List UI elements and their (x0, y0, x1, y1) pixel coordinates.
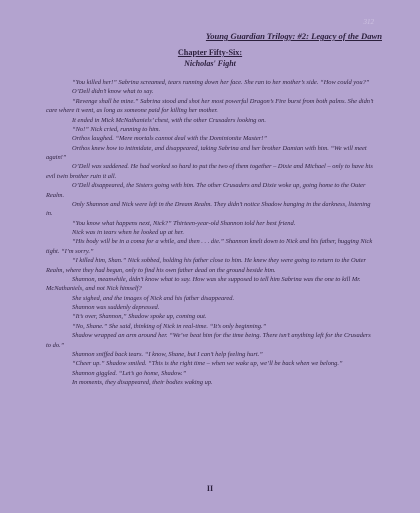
section-end-mark: II (206, 484, 214, 493)
chapter-title: Chapter Fifty-Six: (177, 48, 243, 57)
paragraph: Shannon, meanwhile, didn’t know what to say. How was she supposed to tell him Sabrina was the one to kill Mr. McNathaniels, and not Nick himself? (46, 275, 361, 293)
paragraph: “You know what happens next, Nick?” Thirteen-year-old Shannon told her best friend. (72, 219, 296, 227)
paragraph: O’Dell didn’t know what to say. (72, 88, 154, 96)
paragraph: “No!” Nick cried, running to him. (72, 125, 161, 133)
paragraph: Shadow wrapped an arm around her. “We’ve beat him for the time being. There isn’t anything left for the Crusaders to do.” (46, 332, 371, 349)
paragraph: “Revenge shall be mine.” Sabrina stood and shot her most powerful Dragon’s Fire burst from both palms. She didn’t care where it went, as long as someone paid for killing her mother. (46, 97, 374, 115)
paragraph: Orthos knew how to intimidate, and disappeared, taking Sabrina and her brother Damian with him. “We will meet again!” (46, 144, 367, 161)
paragraph: O’Dell was saddened. He had worked so hard to put the two of them together – Dixie and Michael – only to have his evil twin brother ruin it all. (46, 163, 373, 180)
paragraph: “No, Shane.” She said, thinking of Nick in real-time. “It’s only beginning.” (72, 322, 267, 330)
running-header: Young Guardian Trilogy: #2: Legacy of the Dawn (205, 31, 382, 41)
paragraph: It ended in Mick McNathaniels’ chest, with the other Crusaders looking on. (72, 116, 266, 124)
paragraph: Shannon was suddenly depressed. (72, 304, 160, 311)
paragraph: “Cheer up.” Shadow smiled. “This is the right time – when we wake up, we’ll be back when we belong.” (72, 360, 343, 368)
paragraph: “I killed him, Shan.” Nick sobbed, holding his father close to him. He knew they were going to return to the Outer Realm, where they had begun, only to find his own father dead on the ground beside him. (46, 257, 366, 274)
paragraph: “It’s over, Shannon,” Shadow spoke up, coming out. (72, 313, 207, 321)
paragraph: She sighed, and the images of Nick and his father disappeared. (72, 294, 235, 302)
paragraph: In moments, they disappeared, their bodies waking up. (72, 379, 213, 386)
chapter-subtitle: Nicholas' Fight (184, 59, 236, 68)
paragraph: Shannon giggled. “Let’s go home, Shadow.” (72, 369, 187, 377)
paragraph: Orthos laughed. “Mere mortals cannot deal with the Dominionite Master!” (72, 135, 268, 143)
paragraph: Nick was in tears when he looked up at her. (72, 229, 184, 236)
paragraph: “His body will be in a coma for a while, and then . . . die.” Shannon knelt down to Nick and his father, hugging Nick tight. “I’m sorry.” (46, 238, 373, 255)
paragraph: “You killed her!” Sabrina screamed, tears running down her face. She ran to her mother’s side. “How could you?” (72, 79, 370, 86)
page-number: 312 (363, 18, 374, 26)
paragraph: Only Shannon and Nick were left in the Dream Realm. They didn’t notice Shadow hanging in the darkness, listening in. (46, 200, 371, 218)
paragraph: O’Dell disappeared, the Sisters going with him. The other Crusaders and Dixie woke up, going home to the Outer Realm. (46, 182, 366, 199)
paragraph: Shannon sniffed back tears. “I know, Shane, but I can’t help feeling hurt.” (72, 350, 263, 358)
chapter-body (46, 78, 376, 387)
